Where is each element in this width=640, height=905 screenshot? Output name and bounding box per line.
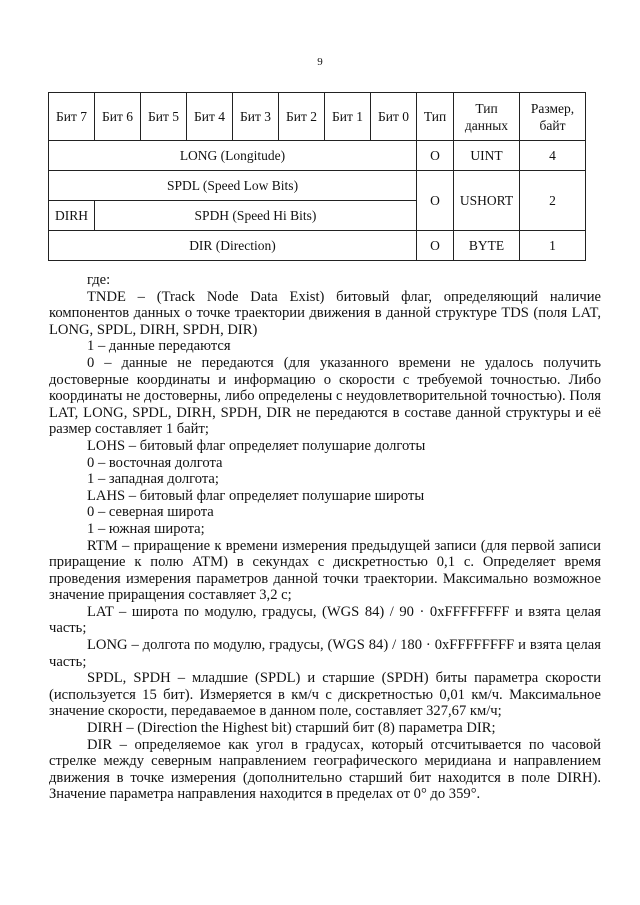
speed-data-type-cell: USHORT (454, 171, 520, 231)
page-number: 9 (317, 56, 323, 68)
paragraph-lohs: LOHS – битовый флаг определяет полушарие долготы (87, 437, 426, 454)
speed-type-cell: O (417, 171, 454, 231)
header-bit2: Бит 2 (279, 93, 325, 141)
paragraph-lohs-0: 0 – восточная долгота (87, 454, 223, 471)
header-type: Тип (417, 93, 454, 141)
header-bit5: Бит 5 (141, 93, 187, 141)
speed-size-cell: 2 (520, 171, 586, 231)
long-data-type-cell: UINT (454, 141, 520, 171)
spdl-field-cell: SPDL (Speed Low Bits) (49, 171, 417, 201)
dir-type-cell: O (417, 231, 454, 261)
paragraph-tnde-0: 0 – данные не передаются (для указанного времени не удалось получить достоверные координаты и информацию о скорости с требуемой точностью. Либо координаты не достоверны, либо определены с неудовлетворительной точностью). Поля LAT, LONG, SPDL, DIRH, SPDH, DIR не передаются в составе данной структуры и её размер составляет 1 байт; (49, 354, 601, 438)
header-bit4: Бит 4 (187, 93, 233, 141)
header-bit1: Бит 1 (325, 93, 371, 141)
paragraph-lahs-0: 0 – северная широта (87, 504, 214, 521)
header-bit0: Бит 0 (371, 93, 417, 141)
spdh-field-cell: SPDH (Speed Hi Bits) (95, 201, 417, 231)
paragraph-tnde-1: 1 – данные передаются (87, 338, 231, 355)
header-bit6: Бит 6 (95, 93, 141, 141)
paragraph-dir: DIR – определяемое как угол в градусах, который отсчитывается по часовой стрелке между северным направлением географического меридиана и направлением движения в точке измерения (дополнительно старший бит находится в поле DIRH). Значение параметра направления находится в пределах от 0° до 359°. (49, 736, 601, 803)
paragraph-lat: LAT – широта по модулю, градусы, (WGS 84) / 90 · 0xFFFFFFFF и взята целая часть; (49, 603, 601, 637)
long-type-cell: O (417, 141, 454, 171)
field-descriptions (49, 272, 601, 803)
header-bit7: Бит 7 (49, 93, 95, 141)
long-field-cell: LONG (Longitude) (49, 141, 417, 171)
table-header-row (49, 93, 586, 141)
paragraph-tnde: TNDE – (Track Node Data Exist) битовый флаг, определяющий наличие компонентов данных о точке траектории движения в данной структуре TDS (поля LAT, LONG, SPDL, DIRH, SPDH, DIR) (49, 288, 601, 338)
table-row-spdl (49, 171, 586, 201)
long-size-cell: 4 (520, 141, 586, 171)
table-row-long (49, 141, 586, 171)
paragraph-lohs-1: 1 – западная долгота; (87, 471, 219, 488)
paragraph-where: где: (87, 272, 111, 288)
table-row-dir (49, 231, 586, 261)
dir-field-cell: DIR (Direction) (49, 231, 417, 261)
dir-data-type-cell: BYTE (454, 231, 520, 261)
dirh-cell: DIRH (49, 201, 95, 231)
header-bit3: Бит 3 (233, 93, 279, 141)
paragraph-rtm: RTM – приращение к времени измерения предыдущей записи (для первой записи приращение к полю ATM) в секундах с дискретностью 0,1 с. Определяет время проведения измерения параметров данной точки траектории. Максимально возможное значение приращения составляет 3,2 с; (49, 537, 601, 604)
dir-size-cell: 1 (520, 231, 586, 261)
header-data-type: Тип данных (454, 93, 520, 141)
paragraph-dirh: DIRH – (Direction the Highest bit) старший бит (8) параметра DIR; (87, 720, 496, 737)
paragraph-lahs-1: 1 – южная широта; (87, 520, 205, 537)
paragraph-spdl-spdh: SPDL, SPDH – младшие (SPDL) и старшие (SPDH) биты параметра скорости (используется 15 бит). Измеряется в км/ч с дискретностью 0,01 км/ч. Максимальное значение скорости, передаваемое в данном поле, составляет 327,67 км/ч; (49, 670, 601, 720)
paragraph-lahs: LAHS – битовый флаг определяет полушарие широты (87, 487, 425, 504)
record-structure-table (48, 92, 586, 261)
header-size: Размер, байт (520, 93, 586, 141)
paragraph-long: LONG – долгота по модулю, градусы, (WGS 84) / 180 · 0xFFFFFFFF и взята целая часть; (49, 637, 601, 670)
